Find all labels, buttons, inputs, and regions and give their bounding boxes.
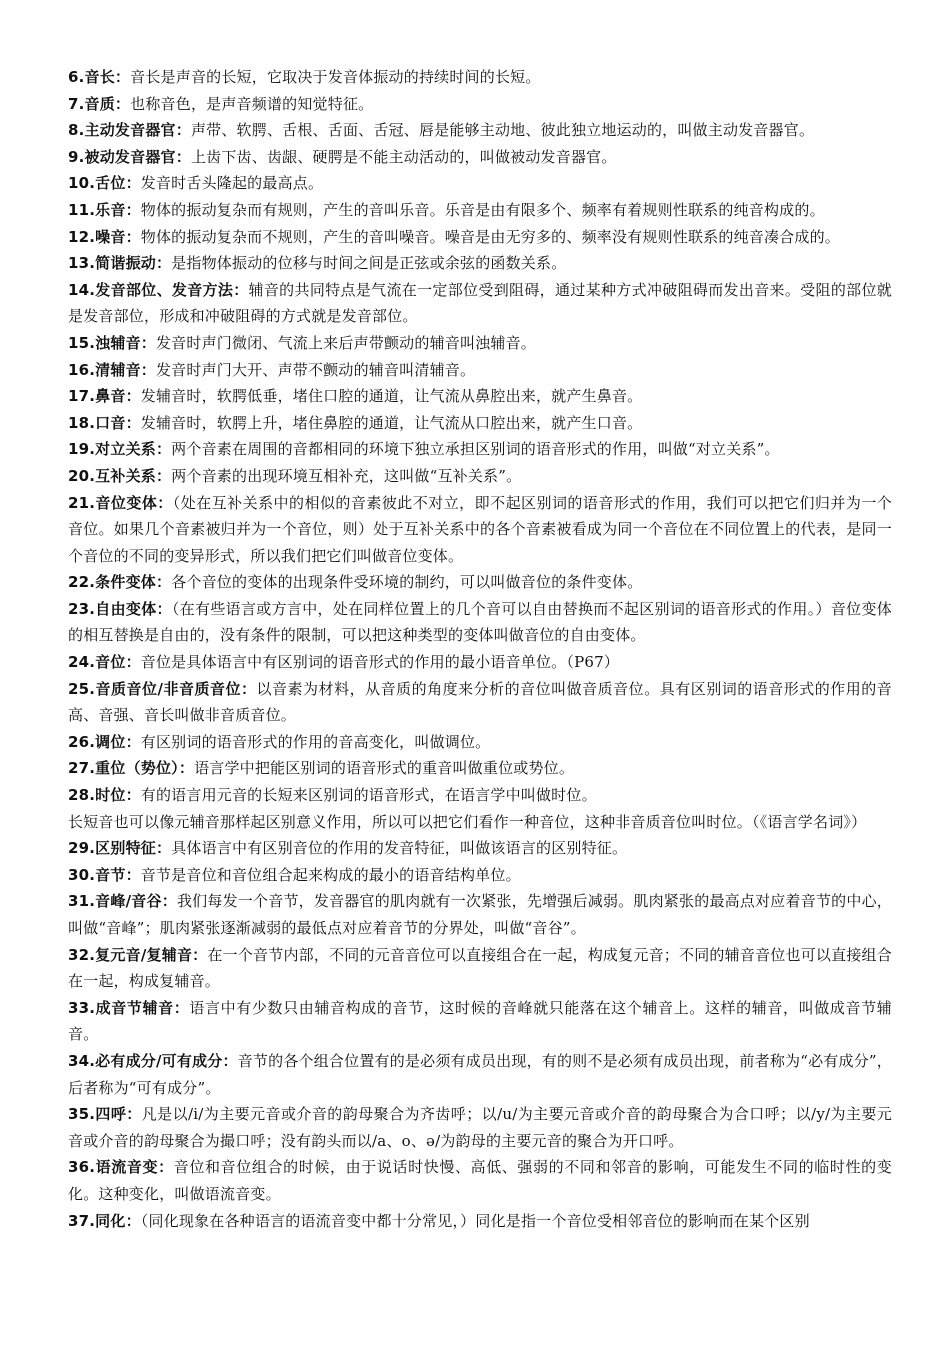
definition-text: 是指物体振动的位移与时间之间是正弦或余弦的函数关系。	[171, 254, 567, 273]
definition-entry	[68, 755, 892, 782]
definition-entry	[68, 1048, 892, 1101]
definition-entry	[68, 1154, 892, 1207]
definition-entry	[68, 862, 892, 889]
definition-text: 凡是以/i/为主要元音或介音的韵母聚合为齐齿呼；以/u/为主要元音或介音的韵母聚合为合口呼；以/y/为主要元音或介音的韵母聚合为撮口呼；没有韵头而以/a、o、ə/为韵母的主要元音的聚合为开口呼。	[68, 1105, 892, 1150]
definition-term: 22.条件变体：	[68, 573, 172, 592]
definition-text: 音节的各个组合位置有的是必须有成员出现，有的则不是必须有成员出现，前者称为“必有成分”，后者称为“可有成分”。	[68, 1051, 892, 1097]
definition-text: 也称音色，是声音频谱的知觉特征。	[130, 94, 374, 113]
definition-entry	[68, 330, 892, 357]
definition-term: 31.音峰/音谷：	[68, 892, 177, 911]
definition-entry	[68, 649, 892, 676]
definition-text: 长短音也可以像元辅音那样起区别意义作用，所以可以把它们看作一种音位，这种非音质音位叫时位。（《语言学名词》）	[68, 812, 867, 831]
definition-term: 18.口音：	[68, 413, 141, 432]
definition-term: 23.自由变体：	[68, 599, 172, 618]
definition-entry	[68, 463, 892, 490]
definition-entry	[68, 277, 892, 330]
definition-entry	[68, 729, 892, 756]
definition-text: 语言学中把能区别词的语音形式的重音叫做重位或势位。	[194, 759, 575, 778]
definition-entry	[68, 64, 892, 91]
definition-entry	[68, 91, 892, 118]
definition-entry	[68, 383, 892, 410]
definition-term: 11.乐音：	[68, 200, 141, 219]
definition-term: 25.音质音位/非音质音位：	[68, 679, 257, 698]
definition-text: 以音素为材料，从音质的角度来分析的音位叫做音质音位。具有区别词的语音形式的作用的音高、音强、音长叫做非音质音位。	[68, 679, 892, 725]
definition-term: 32.复元音/复辅音：	[68, 945, 208, 964]
definition-entry	[68, 357, 892, 384]
definition-term: 29.区别特征：	[68, 839, 172, 858]
definition-text: 发音时声门大开、声带不颤动的辅音叫清辅音。	[155, 360, 476, 379]
definition-entry	[68, 809, 892, 836]
definition-term: 16.清辅音：	[68, 360, 156, 379]
definition-text: 音长是声音的长短，它取决于发音体振动的持续时间的长短。	[130, 68, 541, 86]
definition-text: （处在互补关系中的相似的音素彼此不对立，即不起区别词的语音形式的作用，我们可以把它们归并为一个音位。如果几个音素被归并为一个音位，则）处于互补关系中的各个音素被看成为同一个音位在不同位置上的代表，是同一个音位的不同的变异形式，所以我们把它们叫做音位变体。	[68, 493, 892, 565]
definition-term: 37.同化：	[68, 1211, 141, 1230]
definition-term: 8.主动发音器官：	[68, 121, 191, 140]
definition-term: 15.浊辅音：	[68, 333, 156, 352]
definition-text: 物体的振动复杂而有规则，产生的音叫乐音。乐音是由有限多个、频率有着规则性联系的纯音构成的。	[140, 200, 825, 219]
definition-text: 两个音素的出现环境互相补充，这叫做“互补关系”。	[171, 466, 522, 485]
definition-text: 物体的振动复杂而不规则，产生的音叫噪音。噪音是由无穷多的、频率没有规则性联系的纯音凑合成的。	[140, 227, 840, 246]
definition-term: 19.对立关系：	[68, 440, 172, 459]
definition-text: 音节是音位和音位组合起来构成的最小的语音结构单位。	[140, 865, 521, 884]
definition-term: 24.音位：	[68, 653, 141, 672]
definition-text: （在有些语言或方言中，处在同样位置上的几个音可以自由替换而不起区别词的语音形式的作用。）音位变体的相互替换是自由的，没有条件的限制，可以把这种类型的变体叫做音位的自由变体。	[68, 599, 892, 645]
definition-term: 17.鼻音：	[68, 387, 141, 406]
definition-term: 13.简谐振动：	[68, 254, 172, 273]
definition-text: 我们每发一个音节，发音器官的肌肉就有一次紧张，先增强后减弱。肌肉紧张的最高点对应着音节的中心，叫做“音峰”；肌肉紧张逐渐减弱的最低点对应着音节的分界处，叫做“音谷”。	[68, 892, 892, 937]
definition-text: 发音时声门微闭、气流上来后声带颤动的辅音叫浊辅音。	[155, 333, 536, 352]
definition-entry	[68, 144, 892, 171]
definition-term: 36.语流音变：	[68, 1158, 174, 1177]
definition-entry	[68, 117, 892, 144]
definition-text: 发辅音时，软腭上升，堵住鼻腔的通道，让气流从口腔出来，就产生口音。	[140, 413, 643, 432]
definition-term: 6.音长：	[68, 68, 131, 86]
definition-term: 30.音节：	[68, 865, 141, 884]
definition-text: 发音时舌头隆起的最高点。	[140, 174, 324, 193]
definition-term: 14.发音部位、发音方法：	[68, 280, 249, 299]
definition-text: 音位和音位组合的时候，由于说话时快慢、高低、强弱的不同和邻音的影响，可能发生不同的临时性的变化。这种变化，叫做语流音变。	[68, 1158, 892, 1203]
definition-text: 有区别词的语音形式的作用的音高变化，叫做调位。	[140, 732, 491, 751]
definition-term: 20.互补关系：	[68, 466, 172, 485]
definition-text: （同化现象在各种语言的语流音变中都十分常见，）同化是指一个音位受相邻音位的影响而在某个区别	[140, 1211, 810, 1230]
definition-text: 发辅音时，软腭低垂，堵住口腔的通道，让气流从鼻腔出来，就产生鼻音。	[140, 387, 643, 406]
definition-entry	[68, 490, 892, 570]
definition-term: 12.噪音：	[68, 227, 141, 246]
definition-entry	[68, 995, 892, 1048]
definition-entry	[68, 224, 892, 251]
definition-text: 声带、软腭、舌根、舌面、舌冠、唇是能够主动地、彼此独立地运动的，叫做主动发音器官。	[190, 121, 815, 140]
definition-term: 7.音质：	[68, 94, 131, 113]
definition-entry	[68, 888, 892, 941]
definition-entry	[68, 942, 892, 995]
definition-entry	[68, 250, 892, 277]
definition-term: 26.调位：	[68, 732, 141, 751]
definition-term: 27.重位（势位）：	[68, 759, 195, 778]
definition-entry	[68, 835, 892, 862]
definition-term: 28.时位：	[68, 786, 141, 805]
definition-text: 音位是具体语言中有区别词的语音形式的作用的最小语音单位。（P67）	[140, 653, 620, 672]
definition-text: 具体语言中有区别音位的作用的发音特征，叫做该语言的区别特征。	[171, 839, 628, 858]
definition-term: 9.被动发音器官：	[68, 147, 191, 166]
definition-entry	[68, 170, 892, 197]
definition-term: 33.成音节辅音：	[68, 998, 190, 1017]
definition-term: 34.必有成分/可有成分：	[68, 1051, 238, 1070]
definition-entry	[68, 1101, 892, 1154]
definition-text: 语言中有少数只由辅音构成的音节，这时候的音峰就只能落在这个辅音上。这样的辅音，叫做成音节辅音。	[68, 998, 892, 1044]
definition-text: 上齿下齿、齿龈、硬腭是不能主动活动的，叫做被动发音器官。	[190, 147, 617, 166]
definition-entry	[68, 1208, 892, 1235]
definition-text: 在一个音节内部，不同的元音音位可以直接组合在一起，构成复元音；不同的辅音音位也可以直接组合在一起，构成复辅音。	[68, 945, 892, 991]
definition-term: 10.舌位：	[68, 174, 141, 193]
definition-entry	[68, 596, 892, 649]
definition-text: 有的语言用元音的长短来区别词的语音形式，在语言学中叫做时位。	[140, 786, 597, 805]
definition-text: 两个音素在周围的音都相同的环境下独立承担区别词的语音形式的作用，叫做“对立关系”。	[171, 440, 780, 459]
definition-term: 35.四呼：	[68, 1105, 142, 1124]
definition-text: 各个音位的变体的出现条件受环境的制约，可以叫做音位的条件变体。	[171, 573, 643, 592]
definition-entry	[68, 676, 892, 729]
definition-entry	[68, 782, 892, 809]
definition-entry	[68, 436, 892, 463]
definition-entry	[68, 410, 892, 437]
definition-term: 21.音位变体：	[68, 493, 173, 512]
definition-text: 辅音的共同特点是气流在一定部位受到阻碍，通过某种方式冲破阻碍而发出音来。受阻的部位就是发音部位，形成和冲破阻碍的方式就是发音部位。	[68, 280, 892, 326]
definition-entry	[68, 569, 892, 596]
definition-entry	[68, 197, 892, 224]
